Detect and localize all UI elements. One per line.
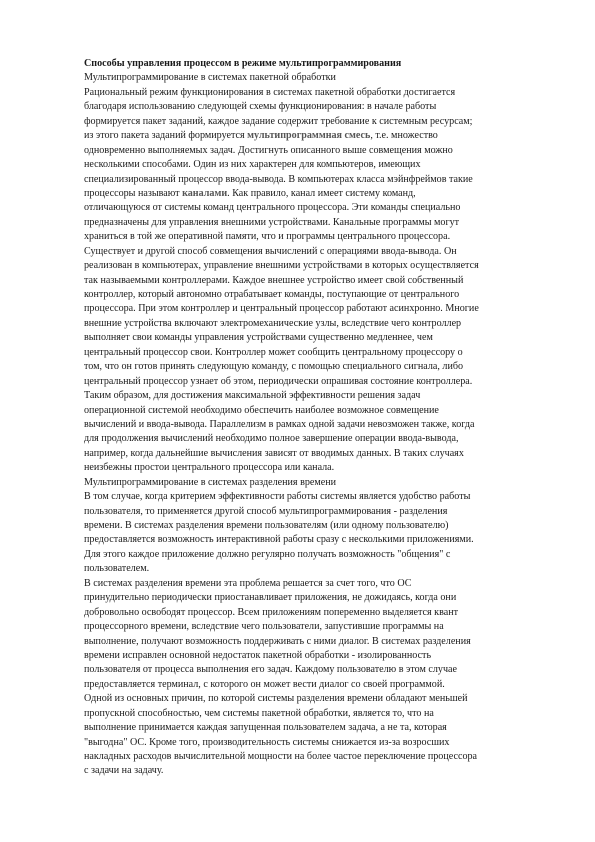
text-segment: с задачи на задачу. [84, 765, 164, 777]
text-line [84, 707, 554, 721]
text-segment: реализован в компьютерах, управление внешними устройствами в которых осуществляется [84, 260, 479, 272]
text-segment: Рациональный режим функционирования в системах пакетной обработки достигается [84, 86, 456, 98]
text-segment: пользователем. [84, 563, 150, 575]
text-segment: выполняет свои команды управления устройствами существенно медленнее, чем [84, 332, 433, 344]
text-segment: "выгодна" ОС. Кроме того, производительность системы снижается из-за возросших [84, 736, 450, 748]
text-segment: В системах разделения времени эта проблема решается за счет того, что ОС [84, 577, 412, 589]
text-line [84, 418, 554, 432]
text-segment: добровольно освободят процессор. Всем приложениям попеременно выделяется квант [84, 606, 459, 618]
text-line [84, 288, 554, 302]
text-segment: Существует и другой способ совмещения вычислений с операциями ввода-вывода. Он [84, 245, 457, 257]
text-segment: операционной системой необходимо обеспечить наиболее возможное совмещение [84, 404, 439, 416]
text-segment: храниться в той же оперативной памяти, что и программы центрального процессора. [84, 231, 451, 243]
highlighted-term: мультипрограммная смесь [247, 130, 371, 142]
text-segment: Мультипрограммирование в системах разделения времени [84, 476, 337, 488]
text-line [84, 317, 554, 331]
text-line [84, 389, 554, 403]
text-line [84, 606, 554, 620]
text-line [84, 129, 554, 143]
text-line [84, 259, 554, 273]
text-line [84, 577, 554, 591]
text-segment: выполнение, получают возможность поддерживать с ними диалог. В системах разделения [84, 635, 471, 647]
text-segment: процессора. При этом контроллер и центральный процессор работают асинхронно. Многие [84, 303, 479, 315]
text-line [84, 721, 554, 735]
text-line [84, 100, 554, 114]
text-line [84, 346, 554, 360]
text-line [84, 490, 554, 504]
text-line [84, 447, 554, 461]
text-segment: благодаря использованию следующей схемы функционирования: в начале работы [84, 101, 437, 113]
text-segment: одновременно выполняемых задач. Достигнуть описанного выше совмещения можно [84, 144, 453, 156]
text-line [84, 302, 554, 316]
text-line [84, 144, 554, 158]
text-segment: выполнение принимается каждая запущенная пользователем задача, а не та, которая [84, 722, 447, 734]
text-segment: том, что он готов принять следующую команду, с помощью специального сигнала, либо [84, 361, 464, 373]
text-line [84, 635, 554, 649]
document-page [84, 57, 554, 779]
text-segment: , т.е. множество [370, 130, 438, 142]
text-line [84, 432, 554, 446]
text-segment: пропускной способностью, чем системы пакетной обработки, является то, что на [84, 707, 434, 719]
text-line [84, 158, 554, 172]
document-title: Способы управления процессом в режиме мультипрограммирования [84, 58, 402, 69]
text-line [84, 505, 554, 519]
text-line [84, 230, 554, 244]
text-segment: центральный процессор свои. Контроллер может сообщить центральному процессору о [84, 346, 463, 358]
text-segment: времени. В системах разделения времени пользователям (или одному пользователю) [84, 520, 449, 531]
text-segment: процессоры называют [84, 187, 183, 199]
text-segment: внешние устройства включают электромеханические узлы, вследствие чего контроллер [84, 317, 462, 329]
text-line [84, 274, 554, 288]
text-segment: принудительно периодически приостанавливает приложения, не дожидаясь, когда они [84, 592, 457, 604]
text-segment: вычислений и ввода-вывода. Параллелизм в рамках одной задачи невозможен также, когда [84, 418, 475, 430]
text-segment: Одной из основных причин, по которой системы разделения времени обладают меньшей [84, 693, 468, 705]
text-segment: пользователя, то применяется другой способ мультипрограммирования - разделения [84, 505, 448, 517]
text-line [84, 736, 554, 750]
text-segment: например, когда дальнейшие вычисления зависят от вводимых данных. В таких случаях [84, 447, 464, 459]
text-line [84, 663, 554, 677]
text-line [84, 71, 554, 85]
text-segment: специализированный процессор ввода-вывода. В компьютерах класса мэйнфреймов такие [84, 173, 473, 185]
text-line [84, 750, 554, 764]
text-line [84, 692, 554, 706]
text-line [84, 519, 554, 533]
text-segment: отличающуюся от системы команд центрального процессора. Эти команды специально [84, 202, 461, 214]
text-segment: Мультипрограммирование в системах пакетной обработки [84, 72, 336, 84]
text-segment: времени исправлен основной недостаток пакетной обработки - изолированность [84, 649, 432, 661]
text-line [84, 245, 554, 259]
text-segment: Для этого каждое приложение должно регулярно получать возможность "общения" с [84, 548, 451, 560]
text-segment: . Как правило, канал имеет систему команд, [227, 187, 416, 199]
text-segment: формируется пакет заданий, каждое задание содержит требование к системным ресурсам; [84, 115, 473, 127]
text-line [84, 764, 554, 778]
text-line [84, 562, 554, 576]
text-segment: пользователя от процесса выполнения его задач. Каждому пользователю в этом случае [84, 664, 457, 676]
document-body [84, 71, 554, 778]
text-line [84, 404, 554, 418]
text-line [84, 201, 554, 215]
text-line [84, 620, 554, 634]
text-segment: предоставляется возможность интерактивной работы сразу с несколькими приложениями. [84, 534, 474, 546]
text-line [84, 591, 554, 605]
highlighted-term: каналами [182, 187, 228, 199]
text-segment: так называемыми контроллерами. Каждое внешнее устройство имеет свой собственный [84, 274, 464, 286]
text-line [84, 115, 554, 129]
text-segment: Таким образом, для достижения максимальной эффективности решения задач [84, 390, 421, 402]
text-line [84, 86, 554, 100]
text-segment: контроллер, который автономно отрабатывает команды, поступающие от центрального [84, 289, 460, 300]
text-segment: процессорного времени, вследствие чего пользователи, запустившие программы на [84, 621, 444, 633]
text-line [84, 476, 554, 490]
text-line [84, 461, 554, 475]
text-line [84, 533, 554, 547]
text-line [84, 375, 554, 389]
text-segment: накладных расходов вычислительной мощности на более частое переключение процессора [84, 751, 478, 762]
text-line [84, 678, 554, 692]
text-line [84, 173, 554, 187]
text-segment: центральный процессор узнает об этом, периодически опрашивая состояние контроллера. [84, 375, 473, 387]
text-segment: из этого пакета заданий формируется [84, 130, 248, 142]
text-line [84, 216, 554, 230]
text-line [84, 548, 554, 562]
text-line [84, 649, 554, 663]
text-line [84, 187, 554, 201]
text-segment: В том случае, когда критерием эффективности работы системы является удобство работы [84, 491, 471, 503]
text-segment: для продолжения вычислений необходимо полное завершение операции ввода-вывода, [84, 433, 459, 445]
text-segment: неизбежны простои центрального процессора или канала. [84, 462, 335, 474]
text-line [84, 360, 554, 374]
text-line [84, 331, 554, 345]
text-segment: предназначены для управления внешними устройствами. Канальные программы могут [84, 216, 460, 228]
text-segment: несколькими способами. Один из них характерен для компьютеров, имеющих [84, 159, 421, 171]
text-segment: предоставляется терминал, с которого он может вести диалог со своей программой. [84, 678, 445, 690]
